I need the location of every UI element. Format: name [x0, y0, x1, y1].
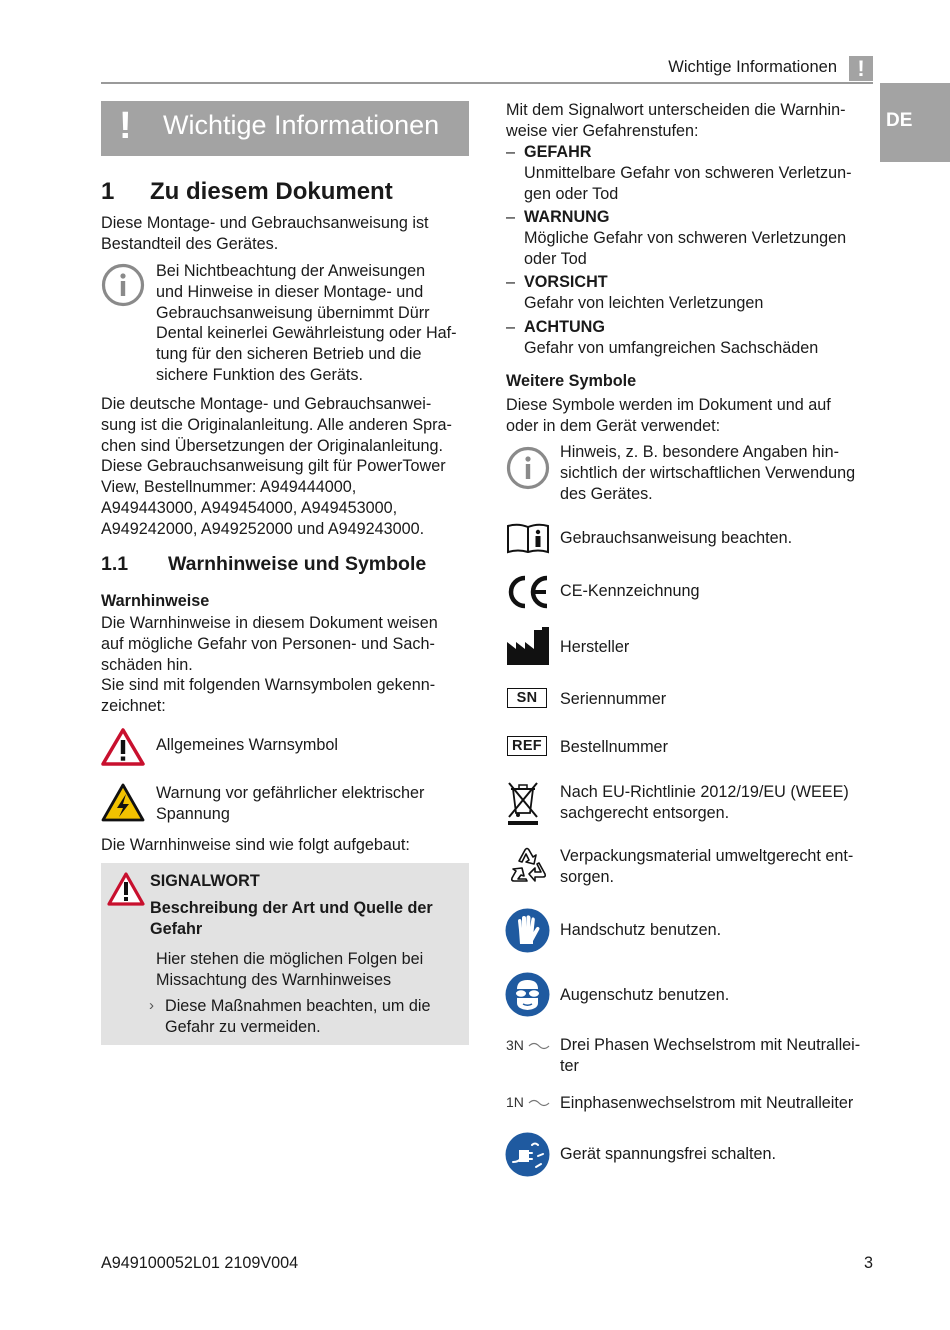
- text-line: Diese Maßnahmen beachten, um die: [165, 997, 431, 1015]
- text-line: gen oder Tod: [524, 184, 619, 203]
- electrical-hazard-icon: [101, 783, 145, 823]
- warning-symbol-label: Allgemeines Warnsymbol: [156, 736, 339, 754]
- level-description: [524, 293, 763, 314]
- disconnect-power-icon: [505, 1132, 550, 1177]
- running-header-title: Wichtige Informationen: [668, 58, 837, 76]
- level-description: [524, 163, 852, 205]
- section-number: 1: [101, 178, 115, 205]
- subsection-title: Warnhinweise und Symbole: [168, 553, 427, 575]
- level-description: [524, 228, 846, 270]
- text-line: oder in dem Gerät verwendet:: [506, 416, 721, 435]
- text-line: auf mögliche Gefahr von Personen- und Sach-: [101, 634, 435, 653]
- unplug-symbol-text: Gerät spannungsfrei schalten.: [560, 1145, 776, 1163]
- info-icon: [101, 263, 145, 307]
- three-phase-symbol-text: [560, 1035, 860, 1077]
- serial-number-icon: [507, 688, 547, 708]
- text-line: Warnung vor gefährlicher elektrischer: [156, 784, 425, 802]
- ac-wave-icon: [528, 1098, 550, 1108]
- level-description: [524, 338, 818, 359]
- text-line: Verpackungsmaterial umweltgerecht ent-: [560, 847, 854, 865]
- text-line: chen sind Übersetzungen der Originalanleitung.: [101, 436, 443, 455]
- info-symbol-text: [560, 442, 855, 504]
- exclamation-icon: !: [119, 105, 132, 147]
- text-line: sichtlich der wirtschaftlichen Verwendung: [560, 463, 856, 482]
- three-phase-icon: [506, 1037, 550, 1053]
- text-line: tung für den sicheren Betrieb und die: [156, 345, 422, 364]
- text-line: A949242000, A949252000 und A949243000.: [101, 519, 425, 538]
- text-line: Bestandteil des Gerätes.: [101, 234, 279, 253]
- symbols-intro: [506, 395, 831, 437]
- text-line: ter: [560, 1056, 579, 1075]
- text-line: Gefahr zu vermeiden.: [165, 1017, 321, 1036]
- text-line: View, Bestellnummer: A949444000,: [101, 478, 357, 497]
- weee-bin-icon: [506, 780, 540, 826]
- subheading-weitere-symbole: Weitere Symbole: [506, 372, 637, 390]
- reference-number-icon: [507, 736, 547, 756]
- section-banner: [101, 101, 469, 156]
- info-icon: [506, 446, 550, 490]
- reference-symbol-text: Bestellnummer: [560, 738, 668, 756]
- text-line: Die Warnhinweise in diesem Dokument weisen: [101, 614, 438, 632]
- manual-book-icon: [506, 522, 550, 554]
- bullet-arrow-icon: ›: [149, 997, 154, 1014]
- text-line: Hinweis, z. B. besondere Angaben hin-: [560, 443, 839, 461]
- text-line: Mögliche Gefahr von schweren Verletzungen: [524, 229, 847, 247]
- level-word: GEFAHR: [524, 143, 592, 161]
- text-line: sachgerecht entsorgen.: [560, 803, 730, 822]
- text-line: Dental keinerlei Gewährleistung oder Haf-: [156, 324, 457, 343]
- ref-label: REF: [507, 736, 547, 756]
- note-text: [156, 261, 476, 386]
- banner-title: Wichtige Informationen: [163, 110, 440, 140]
- recycling-icon: [504, 843, 550, 887]
- goggles-symbol-text: Augenschutz benutzen.: [560, 986, 730, 1004]
- warning-structure-box: [101, 863, 469, 1045]
- subheading-warnhinweise: Warnhinweise: [101, 592, 210, 610]
- text-line: Gefahr von leichten Verletzungen: [524, 294, 764, 312]
- single-phase-symbol-text: Einphasenwechselstrom mit Neutralleiter: [560, 1094, 854, 1112]
- header-rule: [101, 82, 873, 84]
- text-line: Diese Gebrauchsanweisung gilt für PowerTower: [101, 457, 446, 476]
- section-intro: [101, 213, 471, 255]
- page-number: 3: [863, 1254, 873, 1272]
- text-line: Gefahr von umfangreichen Sachschäden: [524, 339, 819, 357]
- text-line: schäden hin.: [101, 655, 193, 674]
- text-line: Diese Symbole werden im Dokument und auf: [506, 396, 831, 414]
- ac-wave-icon: [528, 1041, 550, 1051]
- goggles-icon: [505, 972, 550, 1017]
- document-number: A949100052L01 2109V004: [101, 1254, 299, 1272]
- manufacturer-symbol-text: Hersteller: [560, 638, 630, 656]
- text-line: oder Tod: [524, 249, 587, 268]
- hazard-description: [150, 898, 433, 940]
- section-title: Zu diesem Dokument: [150, 178, 393, 205]
- text-line: Unmittelbare Gefahr von schweren Verletzun-: [524, 164, 852, 182]
- text-line: sung ist die Originalanleitung. Alle anderen Spra-: [101, 415, 452, 434]
- text-line: A949443000, A949454000, A949453000,: [101, 498, 398, 517]
- gloves-symbol-text: Handschutz benutzen.: [560, 921, 722, 939]
- text-line: weise vier Gefahrenstufen:: [506, 121, 699, 140]
- text-line: Spannung: [156, 804, 230, 823]
- list-dash: –: [506, 318, 516, 336]
- general-warning-icon: [101, 728, 145, 766]
- text-line: Beschreibung der Art und Quelle der: [150, 899, 433, 917]
- hazard-action: [165, 996, 430, 1038]
- gloves-icon: [505, 908, 550, 953]
- text-line: zeichnet:: [101, 697, 166, 716]
- text-line: Missachtung des Warnhinweises: [156, 970, 392, 989]
- warnings-paragraph: [101, 613, 473, 717]
- text-line: und Hinweise in dieser Montage- und: [156, 282, 424, 301]
- list-dash: –: [506, 208, 516, 226]
- structure-intro: Die Warnhinweise sind wie folgt aufgebaut:: [101, 836, 410, 854]
- weee-symbol-text: [560, 782, 849, 824]
- text-line: Hier stehen die möglichen Folgen bei: [156, 950, 424, 968]
- three-phase-label: 3N: [506, 1037, 524, 1053]
- recycle-symbol-text: [560, 846, 853, 888]
- text-line: Gefahr: [150, 919, 203, 938]
- signalword-intro: [506, 100, 878, 142]
- serial-symbol-text: Seriennummer: [560, 690, 667, 708]
- text-line: Mit dem Signalwort unterscheiden die Warnhin-: [506, 101, 846, 119]
- ce-symbol-text: CE-Kennzeichnung: [560, 582, 700, 600]
- text-line: Gebrauchsanweisung übernimmt Dürr: [156, 303, 430, 322]
- single-phase-label: 1N: [506, 1094, 524, 1110]
- text-line: Bei Nichtbeachtung der Anweisungen: [156, 262, 426, 280]
- single-phase-icon: [506, 1094, 550, 1110]
- text-line: Drei Phasen Wechselstrom mit Neutrallei-: [560, 1036, 861, 1054]
- original-instructions-paragraph: [101, 394, 473, 540]
- text-line: Die deutsche Montage- und Gebrauchsanwei-: [101, 395, 432, 413]
- text-line: des Gerätes.: [560, 484, 653, 503]
- text-line: Nach EU-Richtlinie 2012/19/EU (WEEE): [560, 783, 849, 801]
- general-warning-icon: [107, 872, 145, 906]
- signal-word: SIGNALWORT: [150, 872, 260, 890]
- sn-label: SN: [507, 688, 547, 708]
- running-header-badge: !: [849, 56, 873, 81]
- level-word: WARNUNG: [524, 208, 610, 226]
- subsection-number: 1.1: [101, 553, 129, 575]
- electrical-warning-label: [156, 783, 424, 825]
- hazard-consequence: [156, 949, 423, 991]
- factory-icon: [506, 626, 550, 666]
- level-word: VORSICHT: [524, 273, 608, 291]
- text-line: sorgen.: [560, 867, 614, 886]
- text-line: sichere Funktion des Geräts.: [156, 365, 363, 384]
- list-dash: –: [506, 143, 516, 161]
- text-line: Sie sind mit folgenden Warnsymbolen gekenn-: [101, 676, 436, 695]
- language-tab: DE: [880, 83, 950, 162]
- ce-mark-icon: [506, 574, 550, 610]
- text-line: Diese Montage- und Gebrauchsanweisung ist: [101, 214, 429, 232]
- manual-symbol-text: Gebrauchsanweisung beachten.: [560, 529, 793, 547]
- level-word: ACHTUNG: [524, 318, 605, 336]
- list-dash: –: [506, 273, 516, 291]
